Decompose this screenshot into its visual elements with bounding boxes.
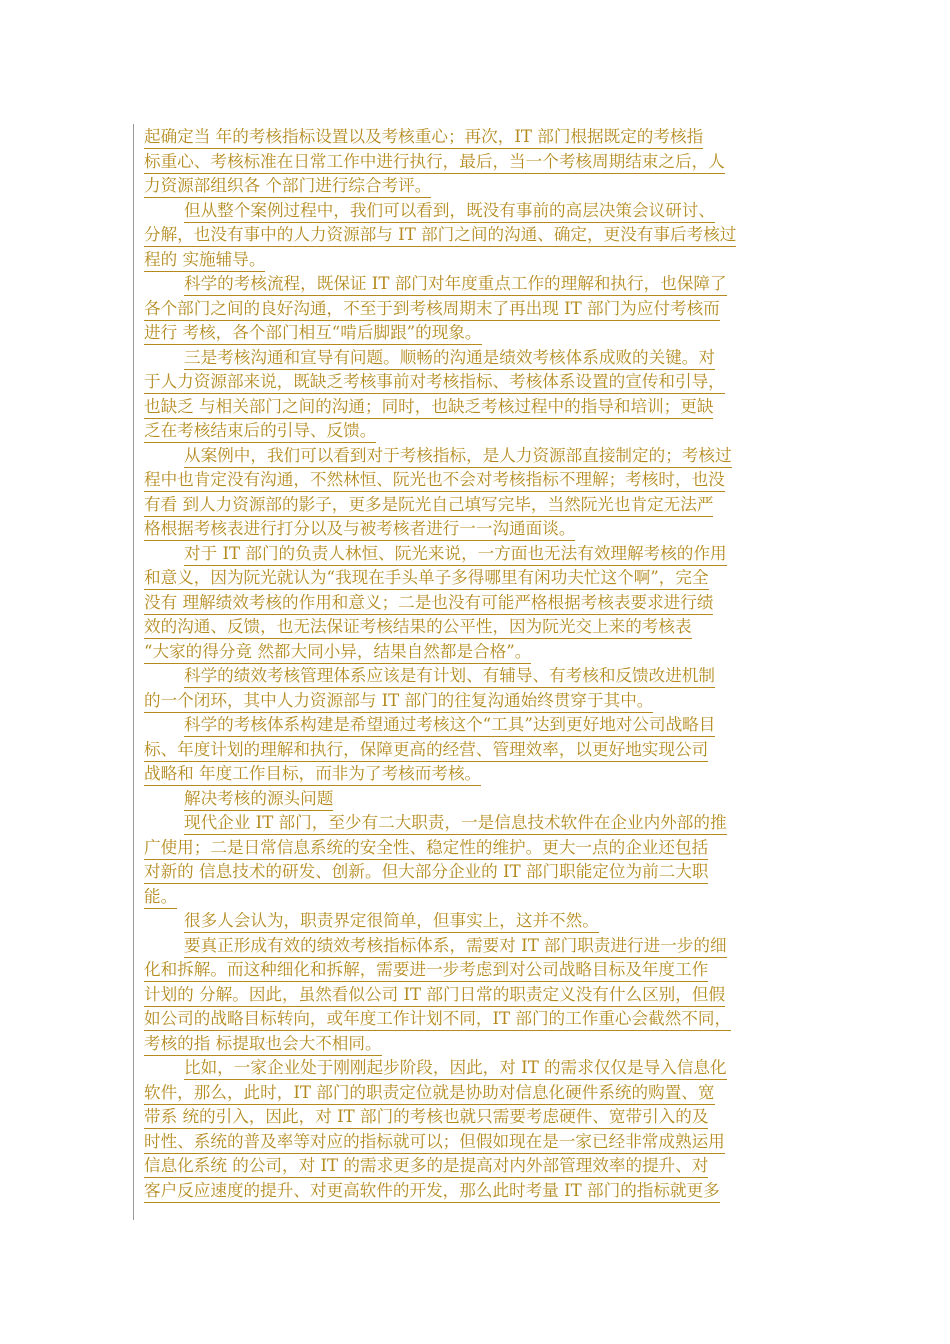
text-line [144,616,824,641]
text-line [144,1106,824,1131]
text-line [144,224,824,249]
text-line-content: 广使用；二是日常信息系统的安全性、稳定性的维护。更大一点的企业还包括 [144,838,708,860]
text-line [144,837,824,862]
text-line-content: 的一个闭环，其中人力资源部与 IT 部门的往复沟通始终贯穿于其中。 [144,691,653,713]
text-line [144,347,824,372]
text-line [144,959,824,984]
text-line-content: 三是考核沟通和宣导有问题。顺畅的沟通是绩效考核体系成败的关键。对 [184,348,715,370]
text-line [144,567,824,592]
text-line [144,812,824,837]
text-line [144,322,824,347]
text-line-content: 格根据考核表进行打分以及与被考核者进行一一沟通面谈。 [144,519,575,541]
text-line-content: 分解，也没有事中的人力资源部与 IT 部门之间的沟通、确定，更没有事后考核过 [144,225,736,247]
document-body [144,126,824,1204]
text-line-content: 和意义，因为阮光就认为“我现在手头单子多得哪里有闲功夫忙这个啊”，完全 [144,568,709,590]
text-line-content: 但从整个案例过程中，我们可以看到，既没有事前的高层决策会议研讨、 [184,201,715,223]
text-line [144,1008,824,1033]
text-line [144,1082,824,1107]
text-line-content: 乏在考核结束后的引导、反馈。 [144,421,376,443]
text-line [144,151,824,176]
text-line [144,788,824,813]
text-line-content: 解决考核的源头问题 [184,789,333,811]
text-line-content: 战略和 年度工作目标，而非为了考核而考核。 [144,764,481,786]
text-line-content: 信息化系统 的公司，对 IT 的需求更多的是提高对内外部管理效率的提升、对 [144,1156,708,1178]
text-line [144,175,824,200]
text-line [144,1131,824,1156]
text-line [144,249,824,274]
text-line-content: 计划的 分解。因此，虽然看似公司 IT 部门日常的职责定义没有什么区别，但假 [144,985,725,1007]
text-line [144,739,824,764]
text-line [144,543,824,568]
text-line [144,469,824,494]
text-line [144,592,824,617]
text-line [144,935,824,960]
text-line-content: 从案例中，我们可以看到对于考核指标，是人力资源部直接制定的；考核过 [184,446,732,468]
text-line-content: 各个部门之间的良好沟通，不至于到考核周期末了再出现 IT 部门为应付考核而 [144,299,720,321]
text-line [144,371,824,396]
text-line [144,494,824,519]
text-line [144,886,824,911]
text-line-content: 很多人会认为，职责界定很简单，但事实上，这并不然。 [184,911,599,933]
text-line-content: 标、年度计划的理解和执行，保障更高的经营、管理效率，以更好地实现公司 [144,740,708,762]
left-margin-rule [133,124,134,1220]
text-line-content: 现代企业 IT 部门，至少有二大职责，一是信息技术软件在企业内外部的推 [184,813,727,835]
text-line [144,763,824,788]
text-line-content: 软件，那么，此时，IT 部门的职责定位就是协助对信息化硬件系统的购置、宽 [144,1083,715,1105]
text-line-content: 科学的考核流程，既保证 IT 部门对年度重点工作的理解和执行，也保障了 [184,274,727,296]
text-line-content: 科学的考核体系构建是希望通过考核这个“工具”达到更好地对公司战略目 [184,715,715,737]
text-line [144,1057,824,1082]
text-line-content: 能。 [144,887,177,909]
text-line-content: 考核的指 标提取也会大不相同。 [144,1034,382,1056]
text-line-content: 没有 理解绩效考核的作用和意义；二是也没有可能严格根据考核表要求进行绩 [144,593,713,615]
text-line-content: 程的 实施辅导。 [144,250,265,272]
text-line-content: 效的沟通、反馈，也无法保证考核结果的公平性，因为阮光交上来的考核表 [144,617,692,639]
text-line-content: 起确定当 年的考核指标设置以及考核重心；再次，IT 部门根据既定的考核指 [144,127,703,149]
text-line [144,200,824,225]
text-line [144,273,824,298]
text-line-content: 化和拆解。而这种细化和拆解，需要进一步考虑到对公司战略目标及年度工作 [144,960,708,982]
text-line-content: 对于 IT 部门的负责人林恒、阮光来说，一方面也无法有效理解考核的作用 [184,544,727,566]
text-line [144,984,824,1009]
text-line [144,910,824,935]
text-line [144,714,824,739]
text-line-content: 如公司的战略目标转向，或年度工作计划不同，IT 部门的工作重心会截然不同， [144,1009,731,1031]
text-line-content: 于人力资源部来说，既缺乏考核事前对考核指标、考核体系设置的宣传和引导， [144,372,725,394]
text-line [144,665,824,690]
text-line-content: 有看 到人力资源部的影子，更多是阮光自己填写完毕，当然阮光也肯定无法严 [144,495,713,517]
text-line [144,298,824,323]
text-line [144,1180,824,1205]
text-line [144,396,824,421]
text-line [144,641,824,666]
text-line-content: 程中也肯定没有沟通，不然林恒、阮光也不会对考核指标不理解；考核时，也没 [144,470,725,492]
text-line [144,1155,824,1180]
text-line [144,690,824,715]
text-line [144,126,824,151]
text-line-content: 要真正形成有效的绩效考核指标体系，需要对 IT 部门职责进行进一步的细 [184,936,727,958]
text-line [144,420,824,445]
text-line [144,1033,824,1058]
text-line-content: 进行 考核，各个部门相互“啃后脚跟”的现象。 [144,323,482,345]
text-line-content: 带系 统的引入，因此，对 IT 部门的考核也就只需要考虑硬件、宽带引入的及 [144,1107,708,1129]
text-line-content: 对新的 信息技术的研发、创新。但大部分企业的 IT 部门职能定位为前二大职 [144,862,708,884]
text-line [144,861,824,886]
text-line-content: 标重心、考核标准在日常工作中进行执行，最后，当一个考核周期结束之后，人 [144,152,725,174]
text-line-content: 也缺乏 与相关部门之间的沟通；同时，也缺乏考核过程中的指导和培训；更缺 [144,397,713,419]
text-line [144,445,824,470]
text-line-content: “大家的得分竟 然都大同小异，结果自然都是合格”。 [144,642,531,664]
text-line-content: 比如，一家企业处于刚刚起步阶段，因此，对 IT 的需求仅仅是导入信息化 [184,1058,727,1080]
text-line-content: 客户反应速度的提升、对更高软件的开发，那么此时考量 IT 部门的指标就更多 [144,1181,720,1203]
text-line-content: 时性、系统的普及率等对应的指标就可以；但假如现在是一家已经非常成熟运用 [144,1132,725,1154]
text-line-content: 科学的绩效考核管理体系应该是有计划、有辅导、有考核和反馈改进机制 [184,666,715,688]
text-line [144,518,824,543]
text-line-content: 力资源部组织各 个部门进行综合考评。 [144,176,431,198]
